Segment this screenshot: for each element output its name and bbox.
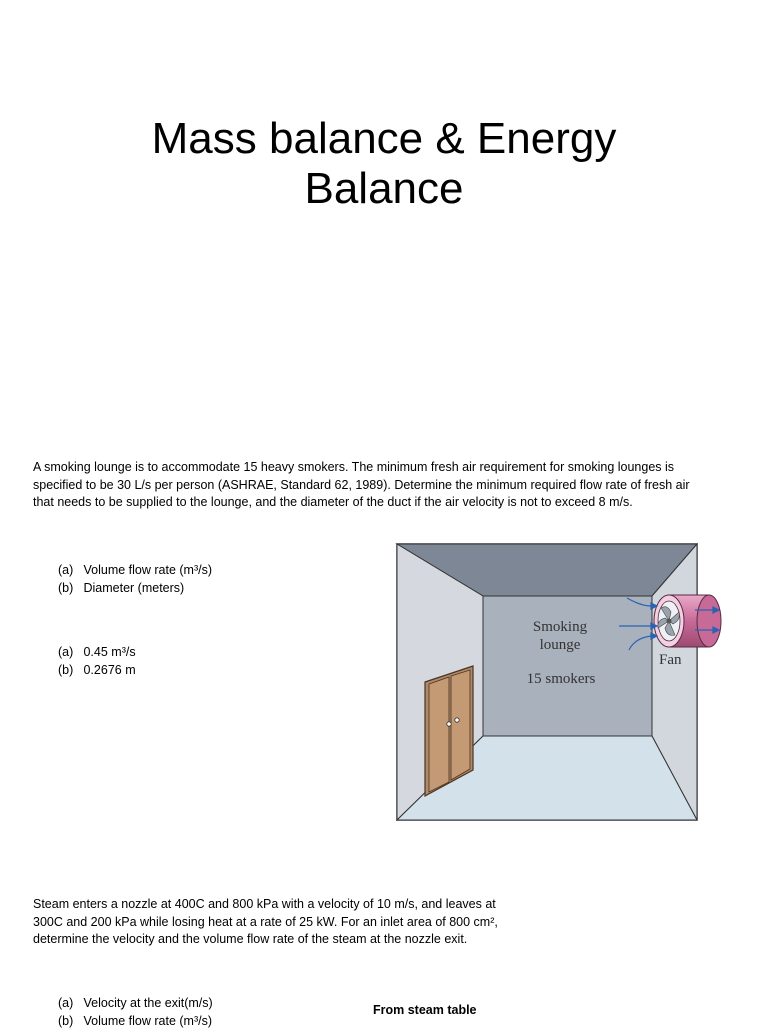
question-item <box>58 995 213 1013</box>
answer-text: 0.2676 m <box>83 663 135 677</box>
answer-item <box>58 662 136 680</box>
room-back-wall <box>483 596 652 736</box>
question-text: Velocity at the exit(m/s) <box>83 996 212 1010</box>
question-text: Volume flow rate (m³/s) <box>83 1014 212 1028</box>
problem-1-answers <box>58 644 136 679</box>
problem-1-line: specified to be 30 L/s per person (ASHRAE, Standard 62, 1989). Determine the minimum required flow rate of fresh air <box>33 477 733 495</box>
problem-1-questions <box>58 562 212 597</box>
title-line-1: Mass balance & Energy <box>0 114 768 164</box>
problem-2-line: Steam enters a nozzle at 400C and 800 kPa with a velocity of 10 m/s, and leaves at <box>33 896 733 914</box>
problem-2-statement <box>33 896 733 949</box>
question-text: Volume flow rate (m³/s) <box>83 563 212 577</box>
page-title <box>0 114 768 214</box>
fan-icon <box>654 595 721 647</box>
problem-1-line: A smoking lounge is to accommodate 15 heavy smokers. The minimum fresh air requirement for smoking lounges is <box>33 459 733 477</box>
problem-2-questions <box>58 995 213 1030</box>
question-label: (b) <box>58 580 80 598</box>
answer-item <box>58 644 136 662</box>
smoking-lounge-figure <box>395 542 730 824</box>
answer-label: (a) <box>58 644 80 662</box>
question-item <box>58 580 212 598</box>
problem-2-line: 300C and 200 kPa while losing heat at a rate of 25 kW. For an inlet area of 800 cm², <box>33 914 733 932</box>
room-label-line2: lounge <box>540 637 581 653</box>
question-text: Diameter (meters) <box>83 581 184 595</box>
occupancy-label: 15 smokers <box>527 671 596 687</box>
fan-label: Fan <box>659 652 682 668</box>
question-label: (a) <box>58 562 80 580</box>
question-item <box>58 562 212 580</box>
steam-table-note: From steam table <box>373 1003 477 1017</box>
title-line-2: Balance <box>0 164 768 214</box>
room-label-line1: Smoking <box>533 619 588 635</box>
answer-label: (b) <box>58 662 80 680</box>
question-item <box>58 1013 213 1030</box>
problem-1-statement <box>33 459 733 512</box>
answer-text: 0.45 m³/s <box>83 645 135 659</box>
problem-2-line: determine the velocity and the volume flow rate of the steam at the nozzle exit. <box>33 931 733 949</box>
question-label: (a) <box>58 995 80 1013</box>
question-label: (b) <box>58 1013 80 1030</box>
problem-1-line: that needs to be supplied to the lounge, and the diameter of the duct if the air velocity is not to exceed 8 m/s. <box>33 494 733 512</box>
